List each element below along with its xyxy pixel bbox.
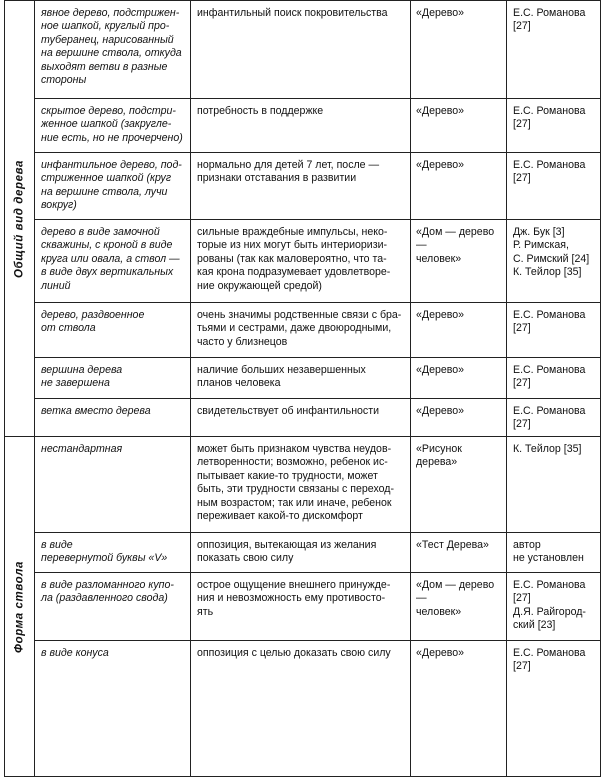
meaning-text: инфантильный поиск покровительства bbox=[197, 7, 388, 19]
meaning-text: сильные враждебные импульсы, неко- торые из них могут быть интериоризи- рованы (так как маловероятно, что та- кая крона подразумевает удовлетворе- ние окружающей средой) bbox=[197, 226, 391, 292]
table-row bbox=[5, 533, 601, 573]
table-row bbox=[5, 99, 601, 153]
meaning-text: свидетельствует об инфантильности bbox=[197, 405, 380, 417]
test-name: «Дерево» bbox=[416, 405, 465, 417]
test-name: «Дерево» bbox=[416, 309, 465, 321]
test-name: «Дерево» bbox=[416, 105, 465, 117]
meaning-text: наличие больших незавершенных планов человека bbox=[197, 364, 366, 390]
table-row bbox=[5, 437, 601, 533]
meaning-text: может быть признаком чувства неудов- летворенности; возможно, ребенок ис- пытывает какие-то трудности, может быть, эти трудности связаны с переход- ным возрастом; так или иначе, ребенок переживает какой-то дискомфорт bbox=[197, 443, 394, 523]
feature-text: ветка вместо дерева bbox=[41, 405, 151, 417]
meaning-text: оппозиция с целью доказать свою силу bbox=[197, 647, 391, 659]
test-name: «Тест Дерева» bbox=[416, 539, 489, 551]
meaning-text: очень значимы родственные связи с бра- тьями и сестрами, даже двоюродными, часто у близнецов bbox=[197, 309, 402, 348]
test-name: «Дом — дерево — человек» bbox=[416, 226, 495, 265]
author-ref: К. Тейлор [35] bbox=[513, 443, 582, 455]
test-name: «Рисунок дерева» bbox=[416, 443, 462, 469]
meaning-text: острое ощущение внешнего принужде- ния и невозможность ему противосто- ять bbox=[197, 579, 391, 618]
section-label-cell bbox=[5, 437, 35, 777]
test-name: «Дерево» bbox=[416, 159, 465, 171]
feature-text: в виде конуса bbox=[41, 647, 109, 659]
test-name: «Дом — дерево — человек» bbox=[416, 579, 495, 618]
author-ref: Е.С. Романова [27] bbox=[513, 405, 586, 431]
table-row bbox=[5, 220, 601, 303]
drawing-interpretation-table bbox=[4, 0, 601, 777]
feature-text: вершина дерева не завершена bbox=[41, 364, 123, 390]
author-ref: Е.С. Романова [27] bbox=[513, 309, 586, 335]
author-ref: Е.С. Романова [27] bbox=[513, 647, 586, 673]
section-label: Форма ствола bbox=[12, 560, 25, 653]
feature-text: в виде перевернутой буквы «V» bbox=[41, 539, 168, 565]
author-ref: Е.С. Романова [27] bbox=[513, 105, 586, 131]
feature-text: нестандартная bbox=[41, 443, 123, 455]
feature-text: дерево в виде замочной скважины, с кроной в виде круга или овала, а ствол — в виде двух вертикальных линий bbox=[41, 226, 180, 292]
feature-text: инфантильное дерево, под- стриженное шапкой (круг на вершине ствола, лучи вокруг) bbox=[41, 159, 182, 212]
feature-text: явное дерево, подстрижен- ное шапкой, круглый про- туберанец, нарисованный на вершине ствола, откуда выходят ветви в разные стороны bbox=[41, 7, 182, 87]
feature-text: в виде разломанного купо- ла (раздавленного свода) bbox=[41, 579, 174, 605]
test-name: «Дерево» bbox=[416, 647, 465, 659]
author-ref: автор не установлен bbox=[513, 539, 584, 565]
table-row bbox=[5, 153, 601, 220]
meaning-text: оппозиция, вытекающая из желания показать свою силу bbox=[197, 539, 377, 565]
table-row bbox=[5, 358, 601, 399]
table-row bbox=[5, 641, 601, 777]
author-ref: Е.С. Романова [27] bbox=[513, 364, 586, 390]
table-row bbox=[5, 303, 601, 358]
author-ref: Е.С. Романова [27] bbox=[513, 7, 586, 33]
table-row bbox=[5, 1, 601, 99]
section-label: Общий вид дерева bbox=[12, 159, 25, 278]
table-row bbox=[5, 573, 601, 641]
feature-text: дерево, раздвоенное от ствола bbox=[41, 309, 145, 335]
test-name: «Дерево» bbox=[416, 7, 465, 19]
test-name: «Дерево» bbox=[416, 364, 465, 376]
meaning-text: нормально для детей 7 лет, после — признаки отставания в развитии bbox=[197, 159, 380, 185]
author-ref: Дж. Бук [3] Р. Римская, С. Римский [24] К. Тейлор [35] bbox=[513, 226, 590, 279]
author-ref: Е.С. Романова [27] Д.Я. Райгород- ский [23] bbox=[513, 579, 586, 632]
table-row bbox=[5, 399, 601, 437]
author-ref: Е.С. Романова [27] bbox=[513, 159, 586, 185]
feature-text: скрытое дерево, подстри- женное шапкой (закругле- ние есть, но не прочерчено) bbox=[41, 105, 183, 144]
meaning-text: потребность в поддержке bbox=[197, 105, 324, 117]
section-label-cell bbox=[5, 1, 35, 437]
